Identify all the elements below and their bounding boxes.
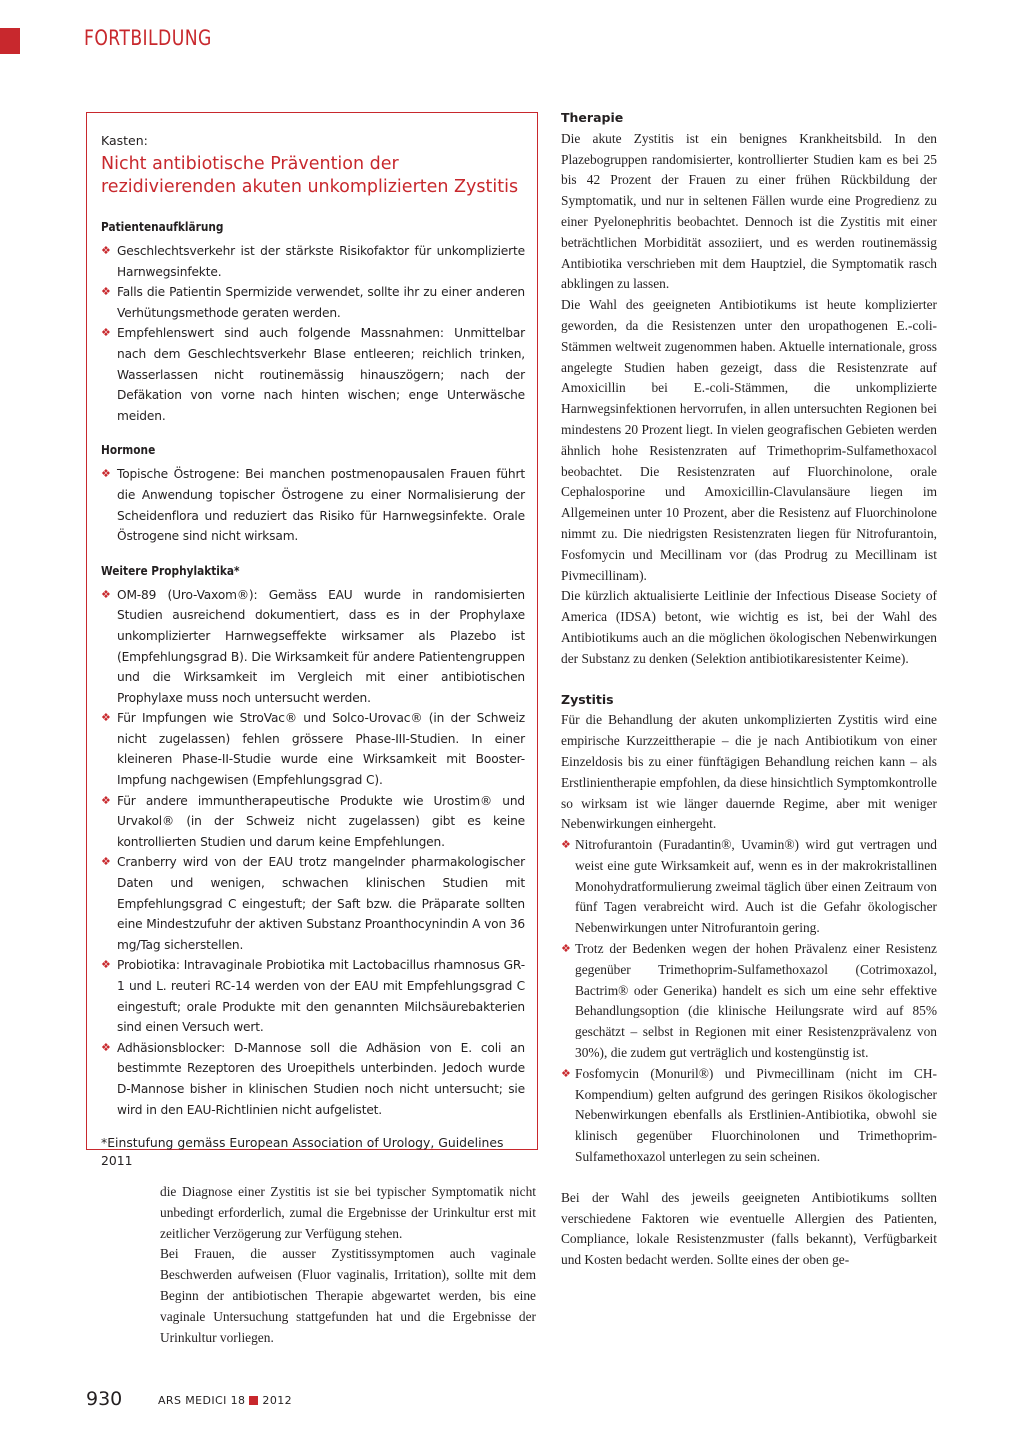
list-item: ❖ Cranberry wird von der EAU trotz mangelnder pharmakologischer Daten und wenigen, schwachen klinischen Studien mit Empfehlungsgrad C eingestuft; der Saft bzw. die Präparate sollten eine Mindestzufuhr der aktiven Substanz Proanthocynindin A von 36 mg/Tag sicherstellen. xyxy=(101,852,525,955)
left-column-text xyxy=(160,1182,536,1348)
list-item: ❖ Für Impfungen wie StroVac® und Solco-Urovac® (in der Schweiz nicht zugelassen) fehlen grössere Phase-III-Studien. In einer kleineren Phase-II-Studie wurde eine Wirksamkeit mit Booster-Impfung nachgewisen (Empfehlungsgrad C). xyxy=(101,708,525,790)
heading-therapie: Therapie xyxy=(561,110,624,125)
section-marker xyxy=(0,28,20,54)
box-list-hormone xyxy=(101,464,525,546)
list-item: ❖ Falls die Patientin Spermizide verwendet, sollte ihr zu einer anderen Verhütungsmethode geraten werden. xyxy=(101,282,525,323)
page-number: 930 xyxy=(86,1388,123,1410)
list-item: ❖ Probiotika: Intravaginale Probiotika mit Lactobacillus rhamnosus GR-1 und L. reuteri RC-14 werden von der EAU mit Empfehlungsgrad C eingestuft; orale Produkte mit den genannten Milchsäurebakterien sind einen Versuch wert. xyxy=(101,955,525,1037)
bullet-diamond-icon: ❖ xyxy=(101,1040,111,1054)
list-item: ❖ OM-89 (Uro-Vaxom®): Gemäss EAU wurde in randomisierten Studien ausreichend dokumentiert, dass es in der Prophylaxe unkomplizierter Harnwegseffekte wirksamer als Plazebo ist (Empfehlungsgrad B). Die Wirksamkeit für andere Patientengruppen und die Wirksamkeit im Vergleich mit einer antibiotischen Prophylaxe muss noch untersucht werden. xyxy=(101,585,525,709)
box-heading-prophylaktika: Weitere Prophylaktika* xyxy=(101,563,240,578)
spacer xyxy=(561,670,937,690)
bullet-diamond-icon: ❖ xyxy=(561,943,571,956)
bullet-diamond-icon: ❖ xyxy=(101,958,111,972)
paragraph: Die akute Zystitis ist ein benignes Krankheitsbild. In den Plazebogruppen randomisierter, kontrollierter Studien kam es bei 25 bis 42 Prozent der Frauen zu einer frühen Rückbildung der Symptomatik, und nur in seltenen Fällen wurde eine Progredienz zu einer Pyelonephritis beobachtet. Dennoch ist die Zystitis mit einer beträchtlichen Morbidität assoziiert, und es werden routinemässig Antibiotika verschrieben mit dem Hauptziel, die Symptomatik rasch abklingen zu lassen. xyxy=(561,130,937,292)
list-item: ❖ Trotz der Bedenken wegen der hohen Prävalenz einer Resistenz gegenüber Trimethoprim-Sulfamethoxazol (Cotrimoxazol, Bactrim® oder Generika) handelt es sich um eine sehr effektive Behandlungsoption (die klinische Heilungsrate wird auf 85% geschätzt – selbst in Regionen mit einer Resistenzprävalenz von 30%), die zudem gut verträglich und kostengünstig ist. xyxy=(561,941,937,1061)
list-item: ❖ Adhäsionsblocker: D-Mannose soll die Adhäsion von E. coli an bestimmte Rezeptoren des Uroepithels unterbinden. Jedoch wurde D-Mannose bisher in klinischen Studien noch nicht untersucht; sie wird in den EAU-Richtlinien nicht aufgelistet. xyxy=(101,1038,525,1120)
paragraph: Bei der Wahl des jeweils geeigneten Antibiotikums sollten verschiedene Faktoren wie eventuelle Allergien des Patienten, Compliance, lokale Resistenzmuster (falls bekannt), Verfügbarkeit und Kosten bedacht werden. Sollte eines der oben ge- xyxy=(561,1189,937,1268)
paragraph: Bei Frauen, die ausser Zystitissymptomen auch vaginale Beschwerden aufweisen (Fluor vaginalis, Irritation), sollte mit dem Beginn der antibiotischen Therapie abgewartet werden, bis eine vaginale Untersuchung stattgefunden hat und die Ergebnisse der Urinkultur vorliegen. xyxy=(160,1246,536,1345)
bullet-diamond-icon: ❖ xyxy=(101,326,111,340)
box-footnote: *Einstufung gemäss European Association of Urology, Guidelines 2011 xyxy=(101,1135,504,1169)
box-list-prophylaktika xyxy=(101,585,525,1120)
list-item: ❖ Fosfomycin (Monuril®) und Pivmecillinam (nicht im CH-Kompendium) gelten aufgrund des geringen Risikos ökologischer Nebenwirkungen ebenfalls als Erstlinien-Antibiotika, obwohl sie klinisch gegenüber Fluorchinolonen und Trimethoprim-Sulfamethoxazol unterlegen zu sein scheinen. xyxy=(561,1065,937,1165)
bullet-diamond-icon: ❖ xyxy=(101,467,111,481)
bullet-diamond-icon: ❖ xyxy=(561,1067,571,1080)
box-kicker: Kasten: xyxy=(101,133,148,148)
list-item: ❖ Topische Östrogene: Bei manchen postmenopausalen Frauen führt die Anwendung topischer Östrogene zu einer Normalisierung der Scheidenflora und reduziert das Risiko für Harnwegsinfekte. Orale Östrogene sind nicht wirksam. xyxy=(101,464,525,546)
info-box xyxy=(86,112,538,1169)
box-heading-hormone: Hormone xyxy=(101,443,156,458)
box-heading-patientenaufklaerung: Patientenaufklärung xyxy=(101,220,224,234)
spacer xyxy=(561,1168,937,1188)
paragraph: die Diagnose einer Zystitis ist sie bei typischer Symptomatik nicht unbedingt erforderlich, zumal die Ergebnisse der Urinkultur erst mit zeitlicher Verzögerung zur Verfügung stehen. xyxy=(160,1184,536,1241)
list-item: ❖ Für andere immuntherapeutische Produkte wie Urostim® und Urvakol® (in der Schweiz nicht zugelassen) gibt es keine kontrollierten Studien und darum keine Empfehlungen. xyxy=(101,791,525,853)
bullet-diamond-icon: ❖ xyxy=(101,711,111,725)
bullet-diamond-icon: ❖ xyxy=(101,285,111,299)
bullet-diamond-icon: ❖ xyxy=(101,244,111,257)
bullet-diamond-icon: ❖ xyxy=(101,587,111,601)
bullet-diamond-icon: ❖ xyxy=(101,793,111,807)
box-list-patientenaufklaerung xyxy=(101,241,525,426)
list-item: ❖ Nitrofurantoin (Furadantin®, Uvamin®) wird gut vertragen und weist eine gute Wirksamkeit auf, wenn es in der makrokristallinen Monohydratformulierung zweimal täglich über einen Zeitraum von fünf Tagen verabreicht wird. Auch ist die Gefahr ökologischer Nebenwirkungen unter Nitrofurantoin gering. xyxy=(561,837,937,936)
box-title: Nicht antibiotische Prävention der rezidivierenden akuten unkomplizierten Zystitis xyxy=(101,154,519,197)
journal-footer xyxy=(158,1394,292,1407)
zystitis-list xyxy=(561,835,937,1168)
list-item: ❖ Empfehlenswert sind auch folgende Massnahmen: Unmittelbar nach dem Geschlechtsverkehr Blase entleeren; reichlich trinken, Wasserlassen nicht routinemässig hinauszögern; nach der Defäkation von vorne nach hinten wischen; enge Unterwäsche meiden. xyxy=(101,323,525,426)
journal-year: 2012 xyxy=(262,1394,293,1407)
paragraph: Für die Behandlung der akuten unkomplizierten Zystitis wird eine empirische Kurzzeittherapie – die je nach Antibiotikum von einer Einzeldosis bis zu einer fünftägigen Behandlung reichen kann – als Erstlinientherapie empfohlen, da diese hinsichtlich Symptomkontrolle so wirksam ist wie länger dauernde Regime, aber mit weniger Nebenwirkungen einhergeht. xyxy=(561,712,937,832)
bullet-diamond-icon: ❖ xyxy=(561,839,571,852)
heading-zystitis: Zystitis xyxy=(561,691,614,707)
section-title: FORTBILDUNG xyxy=(84,26,212,50)
square-icon xyxy=(249,1396,258,1405)
journal-name: ARS MEDICI 18 xyxy=(158,1394,246,1407)
bullet-diamond-icon: ❖ xyxy=(101,855,111,869)
paragraph: Die kürzlich aktualisierte Leitlinie der Infectious Disease Society of America (IDSA) betont, wie wichtig es ist, bei der Wahl des Antibiotikums auch an die möglichen ökologischen Nebenwirkungen der Substanz zu denken (Selektion antibiotikaresistenter Keime). xyxy=(561,588,937,666)
right-column-text xyxy=(561,108,937,1271)
paragraph: Die Wahl des geeigneten Antibiotikums ist heute komplizierter geworden, da die Resistenzen unter den uropathogenen E.-coli-Stämmen weltweit zugenommen haben. Aktuelle internationale, gross angelegte Studien haben gezeigt, dass die Resistenzrate auf Amoxicillin bei E.-coli-Stämmen, die unkomplizierte Harnwegsinfektionen hervorrufen, in allen untersuchten Regionen bei mindestens 20 Prozent liegt. In vielen geografischen Gebieten werden ähnlich hohe Resistenzraten auf Trimethoprim-Sulfamethoxacol beobachtet. Die Resistenzraten auf Fluorchinolone, orale Cephalosporine und Amoxicillin-Clavulansäure liegen im Allgemeinen unter 10 Prozent, aber die Resistenz auf Fluorchinolone nimmt zu. Die niedrigsten Resistenzraten liegen für Nitrofurantoin, Fosfomycin und Mecillinam vor (das Prodrug zu Mecillinam ist Pivmecillinam). xyxy=(561,297,937,583)
list-item: ❖ Geschlechtsverkehr ist der stärkste Risikofaktor für unkomplizierte Harnwegsinfekte. xyxy=(101,241,525,282)
